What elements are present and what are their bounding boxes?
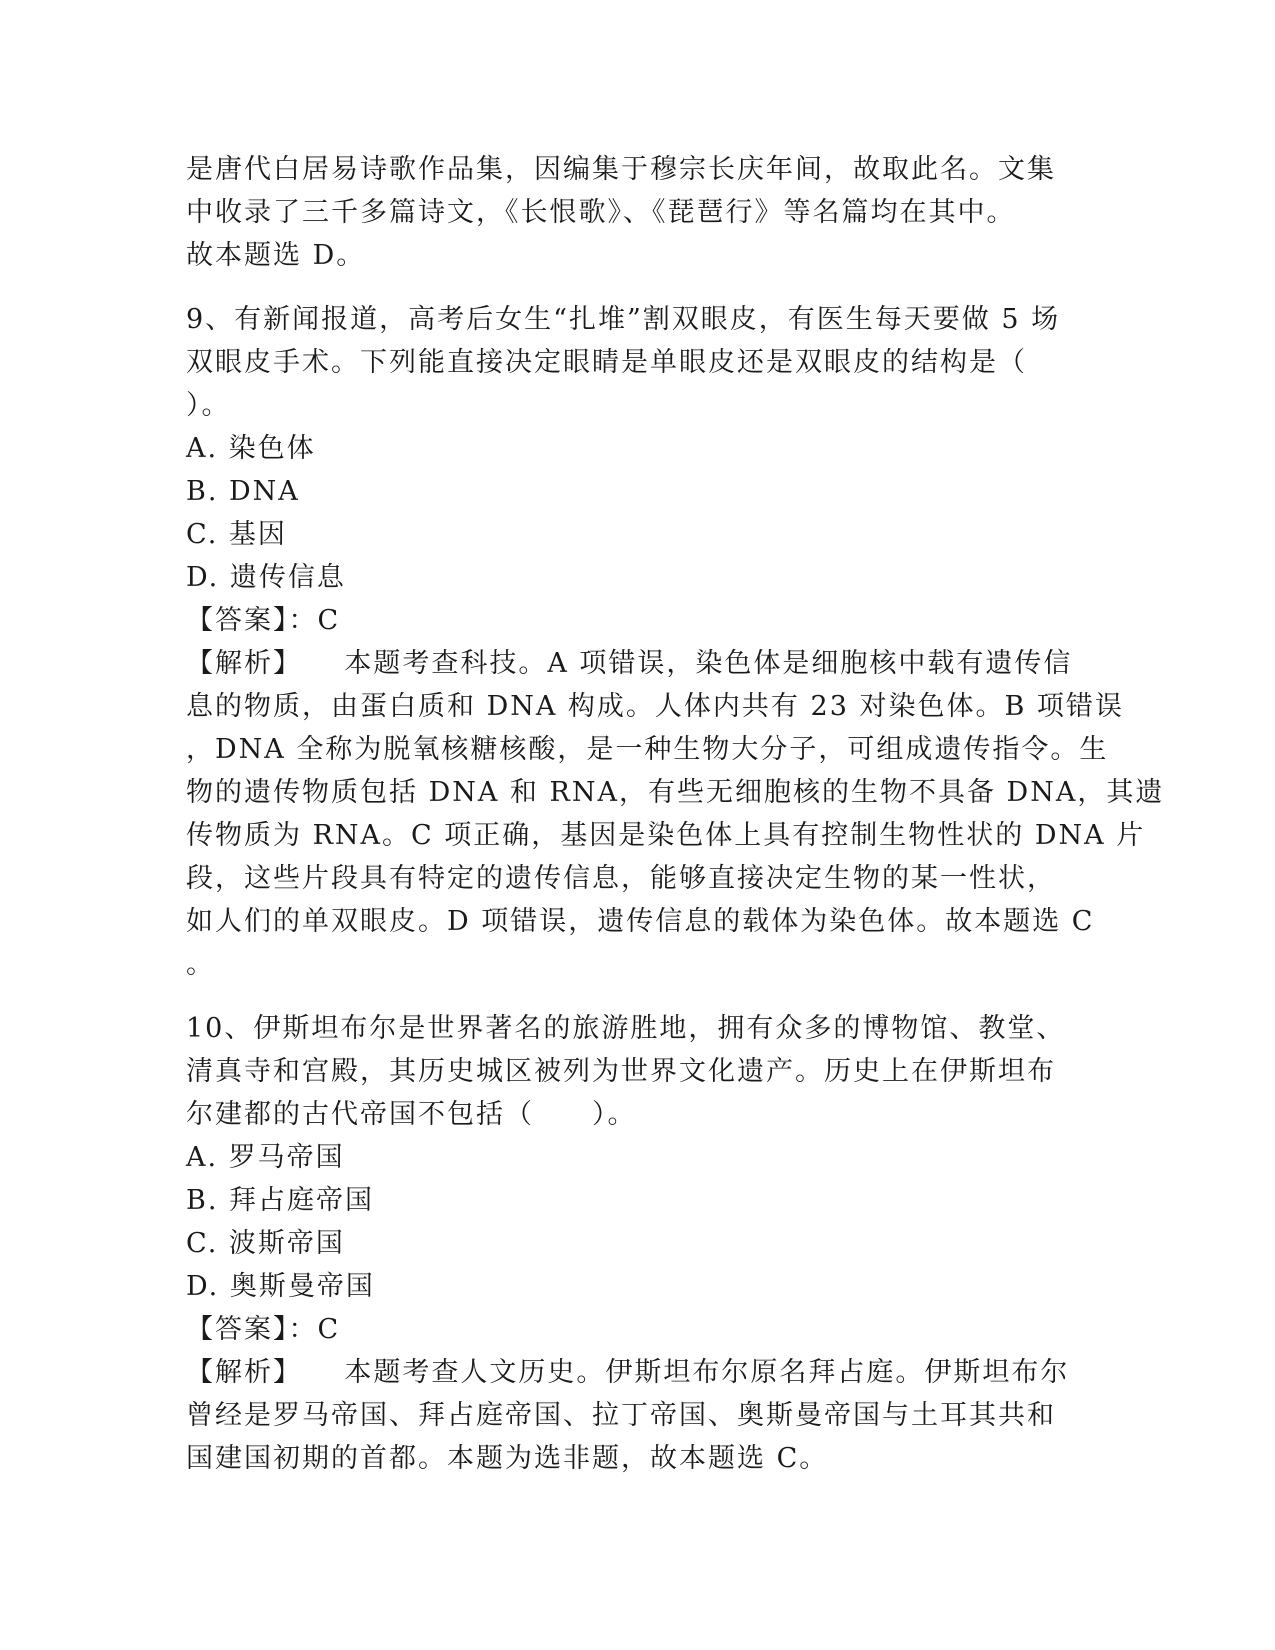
option-a: A. 罗马帝国: [186, 1142, 345, 1173]
explanation-line: 物的遗传物质包括 DNA 和 RNA，有些无细胞核的生物不具备 DNA，其遗: [186, 777, 1165, 808]
question-stem-line: 9、有新闻报道，高考后女生“扎堆”割双眼皮，有医生每天要做 5 场: [186, 304, 1061, 335]
explanation-line: 【解析】 本题考查科技。A 项错误，染色体是细胞核中载有遗传信: [186, 648, 1073, 679]
document-page: [186, 148, 1165, 1480]
option-c: C. 基因: [186, 519, 287, 550]
previous-explanation-tail: [186, 148, 1086, 277]
paragraph-gap: [186, 986, 1086, 1007]
text-line: 是唐代白居易诗歌作品集，因编集于穆宗长庆年间，故取此名。文集: [186, 154, 1056, 185]
explanation-line: 如人们的单双眼皮。D 项错误，遗传信息的载体为染色体。故本题选 C: [186, 906, 1095, 937]
question-stem-line: 10、伊斯坦布尔是世界著名的旅游胜地，拥有众多的博物馆、教堂、: [186, 1013, 1066, 1044]
explanation-line: 段，这些片段具有特定的遗传信息，能够直接决定生物的某一性状，: [186, 863, 1056, 894]
option-b: B. 拜占庭帝国: [186, 1185, 375, 1216]
question-stem-line: ）。: [186, 390, 231, 421]
text-line: 中收录了三千多篇诗文，《长恨歌》、《琵琶行》等名篇均在其中。: [186, 197, 1016, 228]
explanation-line: 【解析】 本题考查人文历史。伊斯坦布尔原名拜占庭。伊斯坦布尔: [186, 1357, 1070, 1388]
question-10: [186, 1007, 1086, 1480]
question-9: [186, 298, 1165, 986]
explanation-line: ，DNA 全称为脱氧核糖核酸，是一种生物大分子，可组成遗传指令。生: [186, 734, 1109, 765]
option-c: C. 波斯帝国: [186, 1228, 345, 1259]
question-stem-line: 尔建都的古代帝国不包括（ ）。: [186, 1099, 637, 1130]
answer: 【答案】：C: [186, 1314, 341, 1345]
explanation-line: 。: [186, 949, 215, 980]
option-d: D. 遗传信息: [186, 562, 346, 593]
paragraph-gap: [186, 277, 1086, 298]
option-b: B. DNA: [186, 476, 300, 507]
explanation-line: 国建国初期的首都。本题为选非题，故本题选 C。: [186, 1443, 829, 1474]
explanation-line: 传物质为 RNA。C 项正确，基因是染色体上具有控制生物性状的 DNA 片: [186, 820, 1146, 851]
option-a: A. 染色体: [186, 433, 316, 464]
explanation-line: 曾经是罗马帝国、拜占庭帝国、拉丁帝国、奥斯曼帝国与土耳其共和: [186, 1400, 1056, 1431]
question-stem-line: 双眼皮手术。下列能直接决定眼睛是单眼皮还是双眼皮的结构是（: [186, 347, 1027, 378]
question-stem-line: 清真寺和宫殿，其历史城区被列为世界文化遗产。历史上在伊斯坦布: [186, 1056, 1056, 1087]
explanation-line: 息的物质，由蛋白质和 DNA 构成。人体内共有 23 对染色体。B 项错误: [186, 691, 1124, 722]
answer: 【答案】：C: [186, 605, 341, 636]
text-line: 故本题选 D。: [186, 240, 366, 271]
option-d: D. 奥斯曼帝国: [186, 1271, 375, 1302]
